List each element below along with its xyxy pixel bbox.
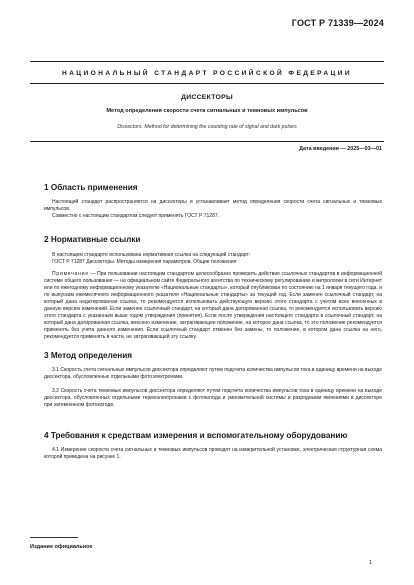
section-heading: 3 Метод определения [44, 351, 133, 360]
section-heading: 2 Нормативные ссылки [44, 235, 141, 244]
footer-rule [30, 537, 78, 538]
section-2-heading [44, 235, 382, 244]
page-number: 1 [368, 560, 372, 566]
section-1-paragraph-1: Настоящий стандарт распространяется на диссекторы и устанавливает метод определения скорости счета сигнальных и темновых импульсов. [44, 199, 382, 212]
title-rule [30, 141, 384, 142]
document-designation: ГОСТ Р 71339—2024 [291, 18, 384, 28]
standard-banner: НАЦИОНАЛЬНЫЙ СТАНДАРТ РОССИЙСКОЙ ФЕДЕРАЦИИ [61, 70, 353, 77]
note-text: — При пользовании настоящим стандартом целесообразно проверить действие ссылочных стандартов в информационной системе общего пользования — на официальном сайте Федерального агентства по техническому регулированию и метрологии в сети Интернет или по ежегодному информационному указателю «Национальные стандарты», который опубликован по состоянию на 1 января текущего года, и по выпускам ежемесячного информационного указателя «Национальные стандарты» за текущий год. Если заменен ссылочный стандарт, на который дана недатированная ссылка, то рекомендуется использовать действующую версию этого стандарта с учетом всех внесенных в данную версию изменений. Если заменен ссылочный стандарт, на который дана датированная ссылка, то рекомендуется использовать версию этого стандарта с указанным выше годом утверждения (принятия). Если после утверждения настоящего стандарта в ссылочный стандарт, на который дана датированная ссылка, внесено изменение, затрагивающее положение, на которое дана ссылка, то это положение рекомендуется применять без учета данного изменения. Если ссылочный стандарт отменен без замены, то положение, в котором дана ссылка на него, рекомендуется применять в части, не затрагивающей эту ссылку. [44, 271, 382, 340]
section-3-paragraph-2: 3.2 Скорость счета темновых импульсов диссектора определяют путем подсчета количества импульсов тока в единицу времени на выходе диссектора, обусловленных отдельными термоэлектронами с фотокатода и умножительной системы и разрядными явлениями в диссекторе при затемненном фотокатоде. [44, 388, 382, 408]
section-4-paragraph-1: 4.1 Измерение скорости счета сигнальных и темновых импульсов проводят на измерительной установке, электрическая структурная схема которой приведена на рисунке 1. [44, 447, 382, 460]
section-3-heading [44, 351, 382, 360]
section-4-heading [44, 431, 382, 440]
section-1-heading [44, 183, 382, 192]
effective-date: Дата введения — 2025—03—01 [299, 146, 382, 152]
document-subtitle: Метод определения скорости счета сигнальных и темновых импульсов [106, 108, 308, 114]
section-2-note [44, 271, 382, 341]
section-2-paragraph-1: В настоящем стандарте использована нормативная ссылка на следующий стандарт: [52, 252, 251, 258]
section-heading: 1 Область применения [44, 183, 138, 192]
official-edition-label: Издание официальное [30, 544, 93, 550]
section-3-paragraph-1: 3.1 Скорость счета сигнальных импульсов диссектора определяют путем подсчета количества импульсов тока в единицу времени на выходе диссектора, обусловленных отдельными фотоэлектронами. [44, 367, 382, 380]
document-title-english: Dissectors. Method for determining the counting rate of signal and dark pulses [117, 124, 297, 130]
section-2-paragraph-2: ГОСТ Р 71287 Диссекторы. Методы измерения параметров. Общие положения [52, 259, 237, 265]
header-rule-top [30, 61, 384, 62]
document-title: ДИССЕКТОРЫ [181, 94, 233, 101]
section-heading: 4 Требования к средствам измерения и вспомогательному оборудованию [44, 431, 348, 440]
section-1-paragraph-2: Совместно с настоящим стандартом следует применять ГОСТ Р 71287. [52, 213, 220, 219]
header-rule-bottom [30, 83, 384, 84]
note-label: Примечание [52, 271, 89, 277]
